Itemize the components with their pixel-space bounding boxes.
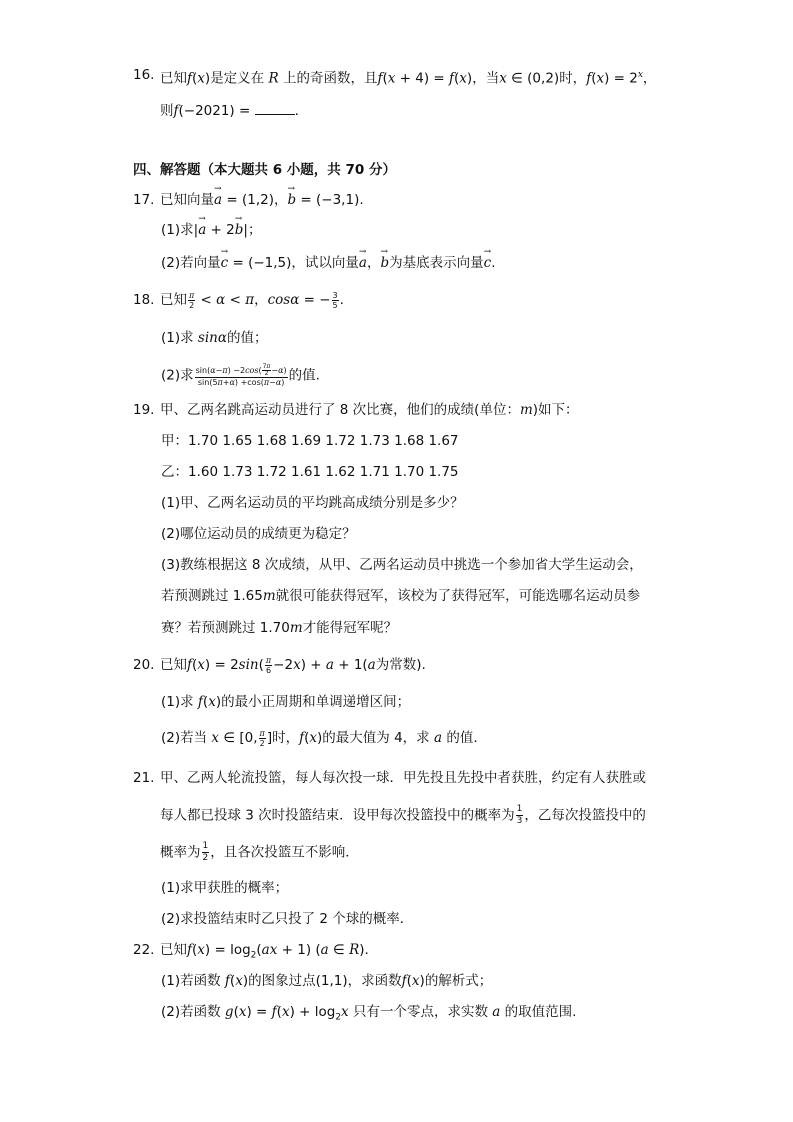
q19-jia-scores: 甲：1.70 1.65 1.68 1.69 1.72 1.73 1.68 1.67 xyxy=(161,433,459,449)
q21-number: 21. xyxy=(133,770,155,786)
q22-part2: (2)若函数 $g(x) = f(x) + \log_2x$ 只有一个零点，求实数 a 的取值范围. xyxy=(161,1004,577,1023)
q17-number: 17. xyxy=(133,192,155,208)
q18-stem: 已知 $\frac{\pi}{2}$ < α < π，cosα = − $\frac{3}{5}$ . xyxy=(160,290,344,310)
q19-part3-line2: 若预测跳过 1.65m就很可能获得冠军，该校为了获得冠军，可能选哪名运动员参 xyxy=(161,588,641,604)
q18-part1: (1)求 sinα的值； xyxy=(161,330,268,346)
q16-number: 16. xyxy=(133,67,155,83)
q19-part2: (2)哪位运动员的成绩更为稳定？ xyxy=(161,526,356,542)
q22-part1: (1)若函数 f(x)的图象过点(1,1)，求函数f(x)的解析式； xyxy=(161,973,493,989)
q20-part1: (1)求 f(x)的最小正周期和单调递增区间； xyxy=(161,694,411,710)
answer-blank xyxy=(255,100,295,115)
q17-part2: (2)若向量→ c = (−1,5)，试以向量→ a，→ b为基底表示向量→ c. xyxy=(161,253,495,273)
q20-number: 20. xyxy=(133,657,155,673)
q19-part3-line1: (3)教练根据这 8 次成绩，从甲、乙两名运动员中挑选一个参加省大学生运动会， xyxy=(161,557,643,573)
q16-stem-line2: 则f(−2021) = . xyxy=(160,100,299,121)
q21-stem-line3: 概率为 $\frac{1}{2}$ ，且各次投篮互不影响． xyxy=(160,841,359,863)
q19-part3-line3: 赛？若预测跳过 1.70m才能得冠军呢？ xyxy=(161,620,398,636)
q22-number: 22. xyxy=(133,942,155,958)
q22-stem: 已知$f(x) = \log_2(ax + 1)$ (a ∈ R). xyxy=(160,942,369,961)
q16-stem-line1: 已知f(x)是定义在 R 上的奇函数，且f(x + 4) = f(x)，当x ∈ (0,2)时，$f(x) = 2^x$， xyxy=(160,70,657,87)
q21-stem-line2: 每人都已投球 3 次时投篮结束．设甲每次投篮投中的概率为 $\frac{1}{3}$ ，乙每次投篮投中的 xyxy=(160,804,646,826)
q18-number: 18. xyxy=(133,292,155,308)
q21-part1: (1)求甲获胜的概率； xyxy=(161,880,289,896)
q21-part2: (2)求投篮结束时乙只投了 2 个球的概率． xyxy=(161,911,414,927)
section-title: 四、解答题（本大题共 6 小题，共 70 分） xyxy=(133,162,396,178)
q17-stem: 已知向量→ a = (1,2)，→ b = (−3,1). xyxy=(160,190,364,210)
q20-stem: 已知f(x) = 2sin( $\frac{\pi}{6}$ −2x) + a + 1(a为常数). xyxy=(160,655,426,675)
q19-part1: (1)甲、乙两名运动员的平均跳高成绩分别是多少？ xyxy=(161,495,464,511)
q21-stem-line1: 甲、乙两人轮流投篮，每人每次投一球．甲先投且先投中者获胜，约定有人获胜或 xyxy=(160,770,646,786)
q17-part1: (1)求|→ a + 2→ b|； xyxy=(161,220,261,240)
q18-part2: (2)求 sin(α−π) −2cos( $\frac{7\pi}{2}$ −α) sin(5π+α) +cos(π−α) 的值. xyxy=(161,363,320,387)
q19-stem: 甲、乙两名跳高运动员进行了 8 次比赛，他们的成绩(单位：m)如下： xyxy=(160,402,579,418)
q19-yi-scores: 乙：1.60 1.73 1.72 1.61 1.62 1.71 1.70 1.75 xyxy=(161,464,459,480)
q20-part2: (2)若当 x ∈ [0, $\frac{\pi}{2}$ ]时，f(x)的最大值为 4，求 a 的值. xyxy=(161,728,478,748)
q19-number: 19. xyxy=(133,402,155,418)
